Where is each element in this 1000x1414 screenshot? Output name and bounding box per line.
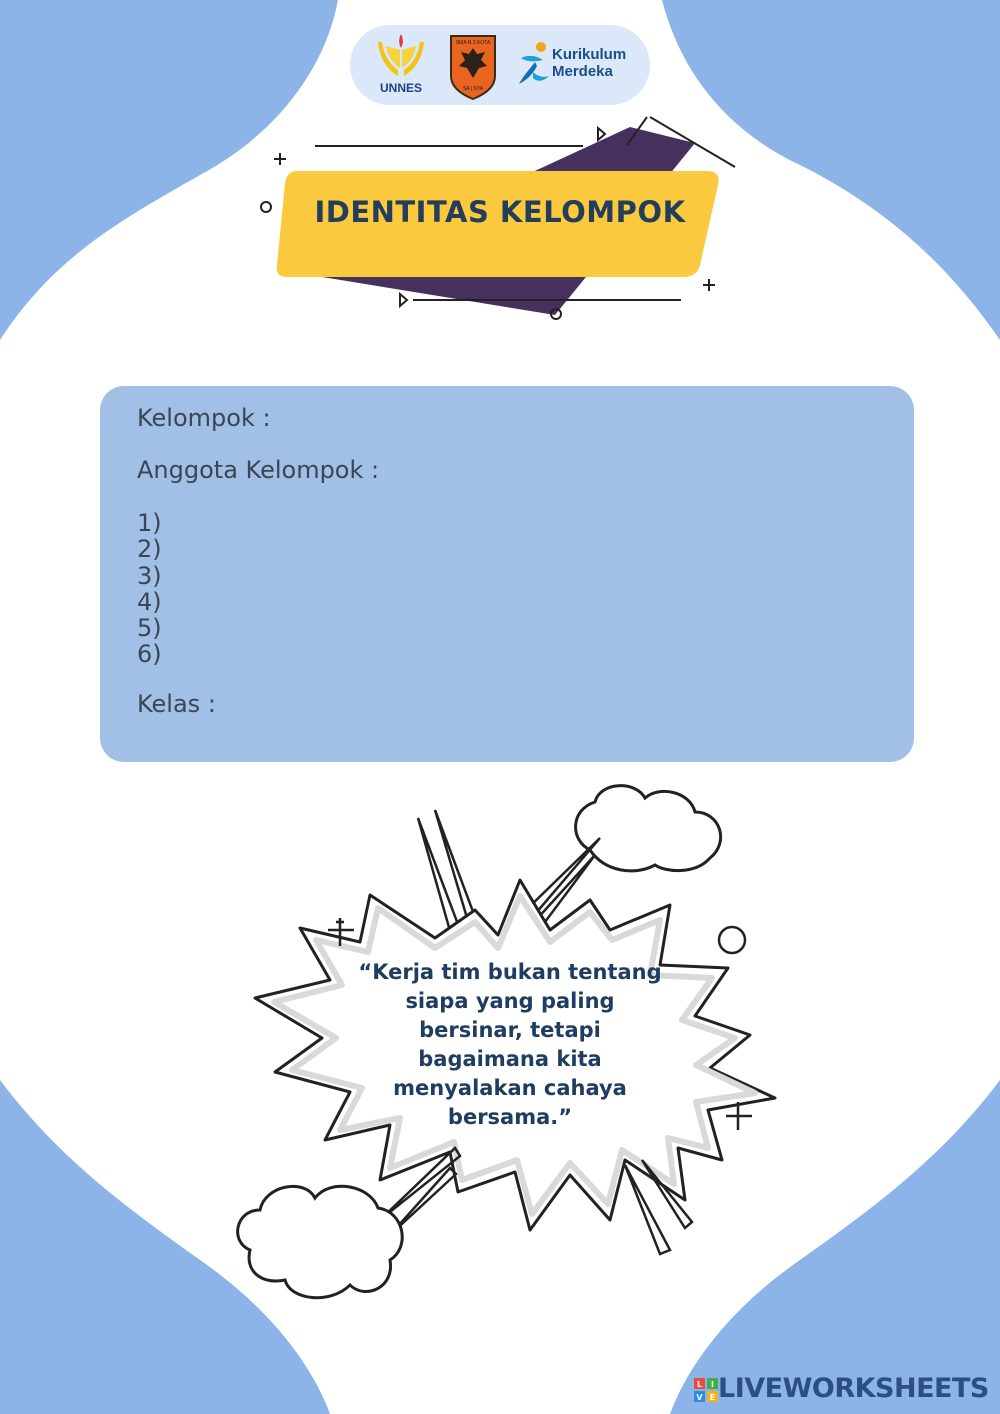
unnes-logo-icon [370, 30, 432, 100]
kelas-label: Kelas : [137, 690, 216, 718]
list-item: 1) [137, 509, 162, 537]
member-list [137, 510, 162, 668]
plus-icon [274, 153, 286, 165]
kelompok-label: Kelompok : [137, 404, 271, 432]
logo-letter-v: V [696, 1393, 703, 1402]
school-crest-top-text: SMA N 3 KOTA [455, 40, 491, 46]
deco-triangle-top [598, 128, 605, 140]
list-item: 2) [137, 535, 162, 564]
group-identity-panel [100, 386, 914, 762]
list-item: 6) [137, 640, 162, 669]
merdeka-label: Merdeka [552, 63, 613, 80]
liveworksheets-watermark[interactable]: LIVEWORKSHEETS [718, 1373, 989, 1404]
deco-triangle-bottom [400, 294, 407, 306]
school-crest-icon [447, 32, 499, 100]
page-title: IDENTITAS KELOMPOK [314, 195, 686, 229]
kurikulum-merdeka-icon [515, 40, 553, 90]
list-item: 4) [137, 587, 162, 616]
kurikulum-label: Kurikulum [552, 46, 627, 63]
team-quote: “Kerja tim bukan tentang siapa yang paling bersinar, tetapi bagaimana kita menyalakan cahaya bersama.” [358, 960, 662, 1129]
unnes-logo-label: UNNES [379, 81, 423, 95]
list-item: 5) [137, 614, 162, 643]
cloud-bottom-left [238, 1186, 403, 1297]
logo-letter-i: I [711, 1380, 714, 1389]
anggota-label: Anggota Kelompok : [137, 456, 380, 484]
logo-letter-e: E [709, 1393, 716, 1402]
cloud-top-right [576, 786, 721, 871]
plus-icon [703, 279, 715, 291]
circle-icon [261, 202, 271, 212]
logo-letter-l: L [696, 1380, 703, 1389]
liveworksheets-logo-icon [694, 1378, 718, 1402]
kurikulum-merdeka-text [552, 46, 626, 80]
list-item: 3) [137, 561, 162, 590]
circle-icon [719, 927, 745, 953]
school-crest-bottom-text: SA | SYA [462, 86, 484, 92]
